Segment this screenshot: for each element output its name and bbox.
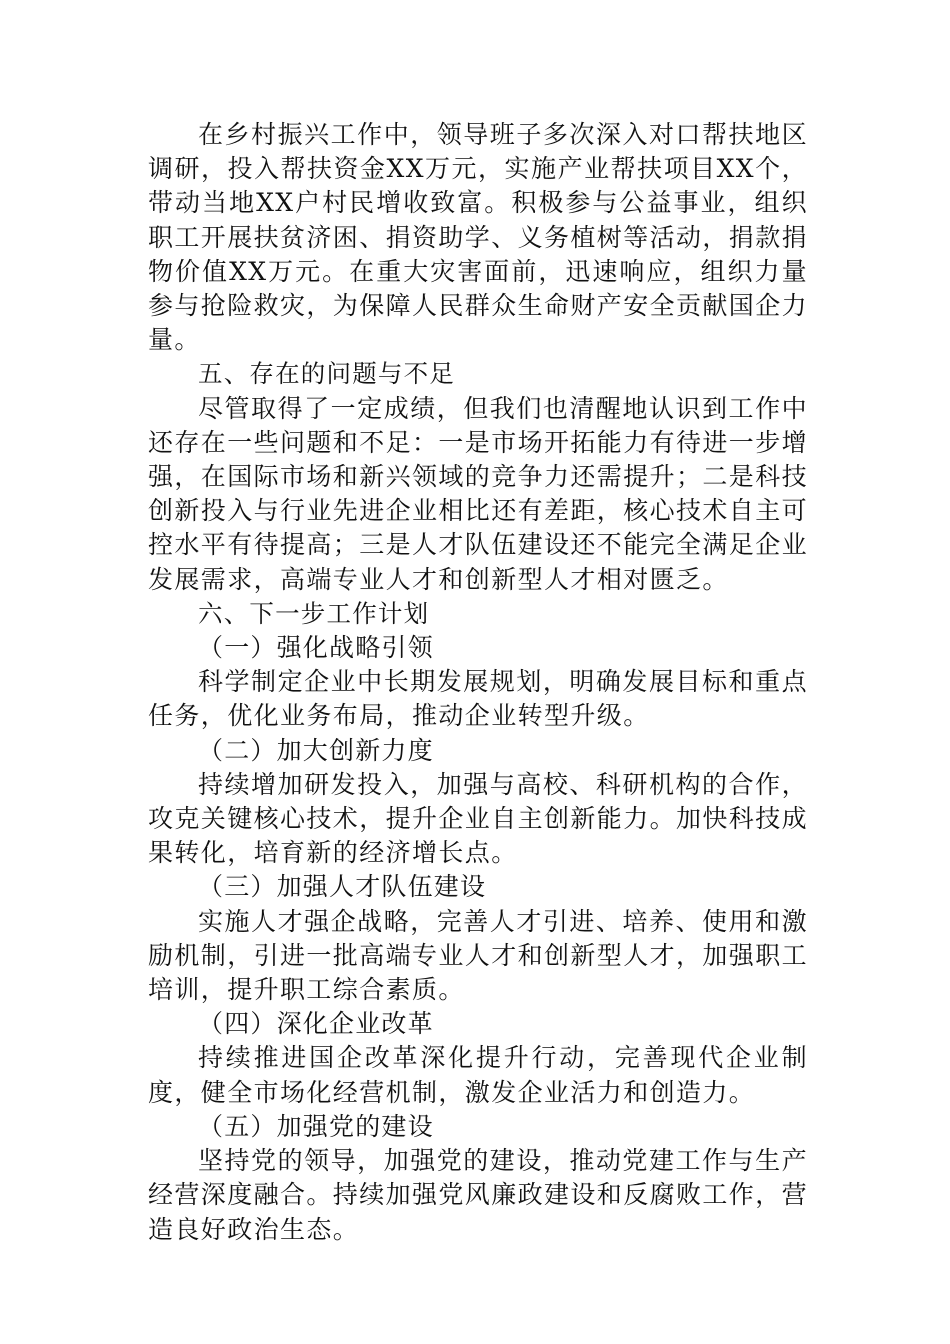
document-body bbox=[148, 118, 808, 1247]
subheading-innovation: （二）加大创新力度 bbox=[198, 735, 434, 765]
subheading-party-building: （五）加强党的建设 bbox=[198, 1111, 434, 1141]
paragraph-party-building: 坚持党的领导，加强党的建设，推动党建工作与生产经营深度融合。持续加强党风廉政建设和反腐败工作，营造良好政治生态。 bbox=[148, 1146, 809, 1244]
paragraph-problems: 尽管取得了一定成绩，但我们也清醒地认识到工作中还存在一些问题和不足：一是市场开拓能力有待进一步增强，在国际市场和新兴领域的竞争力还需提升；二是科技创新投入与行业先进企业相比还有差距，核心技术自主可控水平有待提高；三是人才队伍建设还不能完全满足企业发展需求，高端专业人才和创新型人才相对匮乏。 bbox=[148, 393, 809, 594]
paragraph-strategy: 科学制定企业中长期发展规划，明确发展目标和重点任务，优化业务布局，推动企业转型升级。 bbox=[148, 667, 808, 731]
paragraph-rural-revitalization: 在乡村振兴工作中，领导班子多次深入对口帮扶地区调研，投入帮扶资金XX万元，实施产业帮扶项目XX个，带动当地XX户村民增收致富。积极参与公益事业，组织职工开展扶贫济困、捐资助学、义务植树等活动，捐款捐物价值XX万元。在重大灾害面前，迅速响应，组织力量参与抢险救灾，为保障人民群众生命财产安全贡献国企力量。 bbox=[148, 120, 809, 355]
section-heading-next-plan: 六、下一步工作计划 bbox=[198, 598, 430, 628]
subheading-talent: （三）加强人才队伍建设 bbox=[198, 872, 487, 902]
paragraph-talent: 实施人才强企战略，完善人才引进、培养、使用和激励机制，引进一批高端专业人才和创新型人才，加强职工培训，提升职工综合素质。 bbox=[148, 906, 809, 1005]
paragraph-reform: 持续推进国企改革深化提升行动，完善现代企业制度，健全市场化经营机制，激发企业活力和创造力。 bbox=[148, 1043, 808, 1107]
subheading-strategy: （一）强化战略引领 bbox=[198, 633, 434, 663]
subheading-reform: （四）深化企业改革 bbox=[198, 1009, 434, 1039]
paragraph-innovation: 持续增加研发投入，加强与高校、科研机构的合作，攻克关键核心技术，提升企业自主创新能力。加快科技成果转化，培育新的经济增长点。 bbox=[148, 769, 809, 868]
section-heading-problems: 五、存在的问题与不足 bbox=[198, 359, 455, 389]
